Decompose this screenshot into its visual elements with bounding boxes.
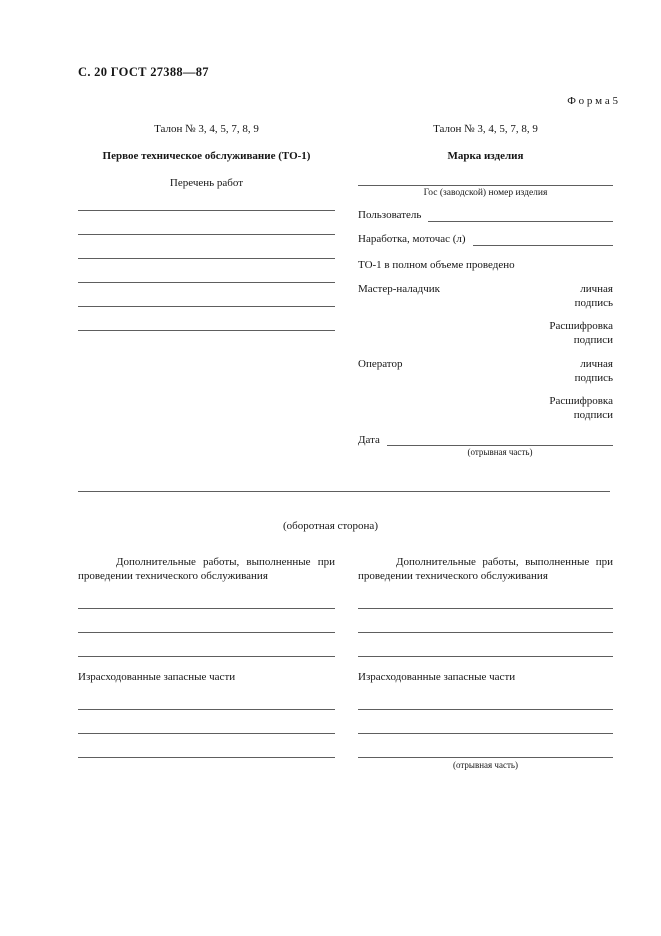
- blank-line: [78, 633, 335, 657]
- blank-line: [387, 433, 613, 446]
- blank-line: [78, 259, 335, 283]
- personal-signature-label: личная подпись: [574, 283, 613, 309]
- spare-parts-label: Израсходованные запасные части: [358, 671, 516, 683]
- blank-line: [358, 710, 613, 734]
- additional-works-text: Дополнительные работы, выполненные при проведении технического обслуживания: [78, 556, 335, 582]
- spare-parts-label: Израсходованные запасные части: [78, 671, 236, 683]
- blank-line: [78, 734, 335, 758]
- coupon-number: Талон № 3, 4, 5, 7, 8, 9: [154, 123, 259, 135]
- operator-signature-row: [358, 357, 613, 385]
- date-field: [358, 433, 613, 458]
- front-right-coupon: [358, 122, 613, 458]
- personal-signature-label: личная подпись: [574, 358, 613, 384]
- user-field: [358, 208, 613, 222]
- back-right-coupon: [358, 553, 613, 771]
- blank-line: [358, 589, 613, 609]
- blank-line: [358, 609, 613, 633]
- blank-line: [78, 710, 335, 734]
- hours-field: [358, 232, 613, 246]
- signature-decode-label: Расшифровка подписи: [549, 395, 613, 421]
- blank-line: [358, 633, 613, 657]
- signature-decode-label: Расшифровка подписи: [549, 320, 613, 346]
- to1-done-text: ТО-1 в полном объеме проведено: [358, 259, 515, 271]
- tearoff-caption: (отрывная часть): [467, 447, 533, 457]
- user-label: Пользователь: [358, 209, 422, 221]
- blank-line: [78, 235, 335, 259]
- blank-line: [78, 190, 335, 211]
- date-line-wrap: [387, 433, 613, 458]
- tearoff-caption: (отрывная часть): [453, 760, 518, 770]
- coupon-number: Талон № 3, 4, 5, 7, 8, 9: [433, 123, 538, 135]
- serial-number-caption: Гос (заводской) номер изделия: [423, 188, 548, 198]
- work-list-lines: [78, 190, 335, 331]
- front-left-coupon: [78, 122, 335, 331]
- form-number-label: Ф о р м а 5: [567, 95, 618, 107]
- reverse-side-caption: (оборотная сторона): [283, 520, 378, 532]
- blank-line: [78, 283, 335, 307]
- blank-line: [78, 589, 335, 609]
- blank-line: [78, 211, 335, 235]
- tear-separator-line: [78, 491, 610, 492]
- operator-label: Оператор: [358, 358, 403, 370]
- page-header: С. 20 ГОСТ 27388—87: [78, 65, 209, 79]
- date-label: Дата: [358, 434, 380, 446]
- work-list-label: Перечень работ: [169, 177, 244, 189]
- additional-works-text: Дополнительные работы, выполненные при проведении технического обслуживания: [358, 556, 613, 582]
- product-brand-label: Марка изделия: [447, 150, 524, 162]
- coupon-title: Первое техническое обслуживание (ТО-1): [102, 150, 311, 162]
- master-label: Мастер-наладчик: [358, 283, 440, 295]
- blank-line: [78, 690, 335, 710]
- blank-line: [358, 734, 613, 758]
- back-left-coupon: [78, 553, 335, 758]
- master-signature-row: [358, 282, 613, 310]
- blank-line: [78, 307, 335, 331]
- blank-line: [358, 690, 613, 710]
- blank-line: [428, 208, 613, 222]
- hours-label: Наработка, моточас (л): [358, 233, 466, 245]
- blank-line: [78, 609, 335, 633]
- blank-line: [473, 232, 613, 246]
- serial-number-line: [358, 163, 613, 186]
